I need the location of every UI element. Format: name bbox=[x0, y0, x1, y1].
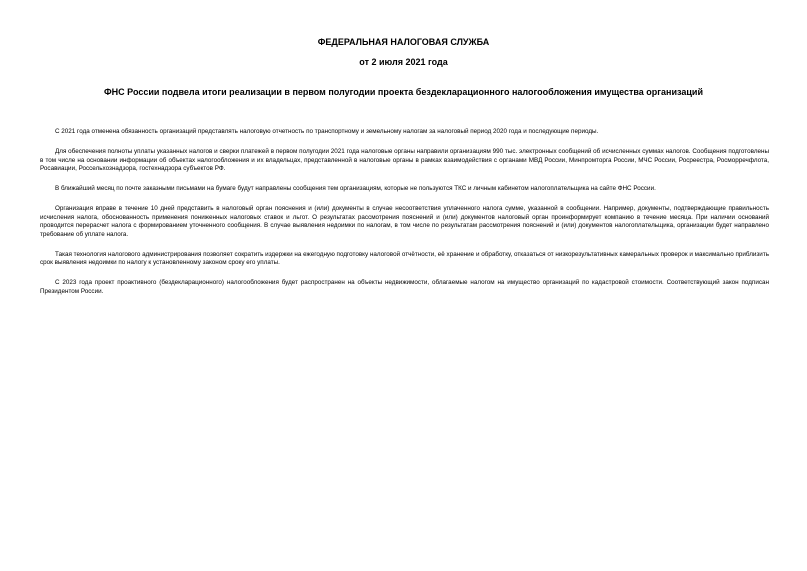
agency-name: ФЕДЕРАЛЬНАЯ НАЛОГОВАЯ СЛУЖБА bbox=[317, 37, 490, 47]
paragraph-6: С 2023 года проект проактивного (бездекларационного) налогообложения будет распространен на объекты недвижимости, облагаемые налогом на имущество организаций по кадастровой стоимости. Соответствующий закон подписан Президентом России. bbox=[40, 279, 769, 295]
paragraph-5: Такая технология налогового администрирования позволяет сократить издержки на ежегодную подготовку налоговой отчётности, её хранение и обработку, отказаться от низкорезультативных камеральных проверок и максимально приблизить срок выявления недоимки по налогу к установленному законом сроку его уплаты. bbox=[40, 250, 769, 267]
document-title: ФНС России подвела итоги реализации в первом полугодии проекта бездекларационного налогообложения имущества организаций bbox=[104, 87, 703, 97]
paragraph-4: Организация вправе в течение 10 дней представить в налоговый орган пояснения и (или) документы в случае несоответствия уплаченного налога сумме, указанной в сообщении. Например, документы, подтверждающие правильность исчисления налога, обоснованность применения пониженных налоговых ставок и льгот. О результатах рассмотрения пояснений и (или) документов налоговый орган проинформирует компанию в течение месяца. При наличии оснований проводится перерасчет налога с формированием уточненного сообщения. В случае выявления недоимки по налогам, в том числе по результатам рассмотрения пояснений и (или) документов налогоплательщика, организации будет направлено требование об уплате налога. bbox=[40, 204, 769, 238]
paragraph-2: Для обеспечения полноты уплаты указанных налогов и сверки платежей в первом полугодии 2021 года налоговые органы направили организациям 990 тыс. электронных сообщений об исчисленных суммах налогов. Сообщения подготовлены в том числе на основании информации об объектах налогообложения и их владельцах, представленной в налоговые органы в рамках взаимодействия с органами МВД России, Минпромторга России, МЧС России, Росреестра, Росморречфлота, Росавиации, Россельхознадзора, гостехнадзора субъектов РФ. bbox=[40, 147, 769, 173]
paragraph-3: В ближайший месяц по почте заказными письмами на бумаге будут направлены сообщения тем организациям, которые не пользуются ТКС и личным кабинетом налогоплательщика на сайте ФНС России. bbox=[55, 185, 656, 192]
document-body bbox=[40, 128, 769, 308]
paragraph-1: С 2021 года отменена обязанность организаций представлять налоговую отчетность по транспортному и земельному налогам за налоговый период 2020 года и последующие периоды. bbox=[55, 128, 599, 135]
document-date: от 2 июля 2021 года bbox=[359, 57, 448, 67]
